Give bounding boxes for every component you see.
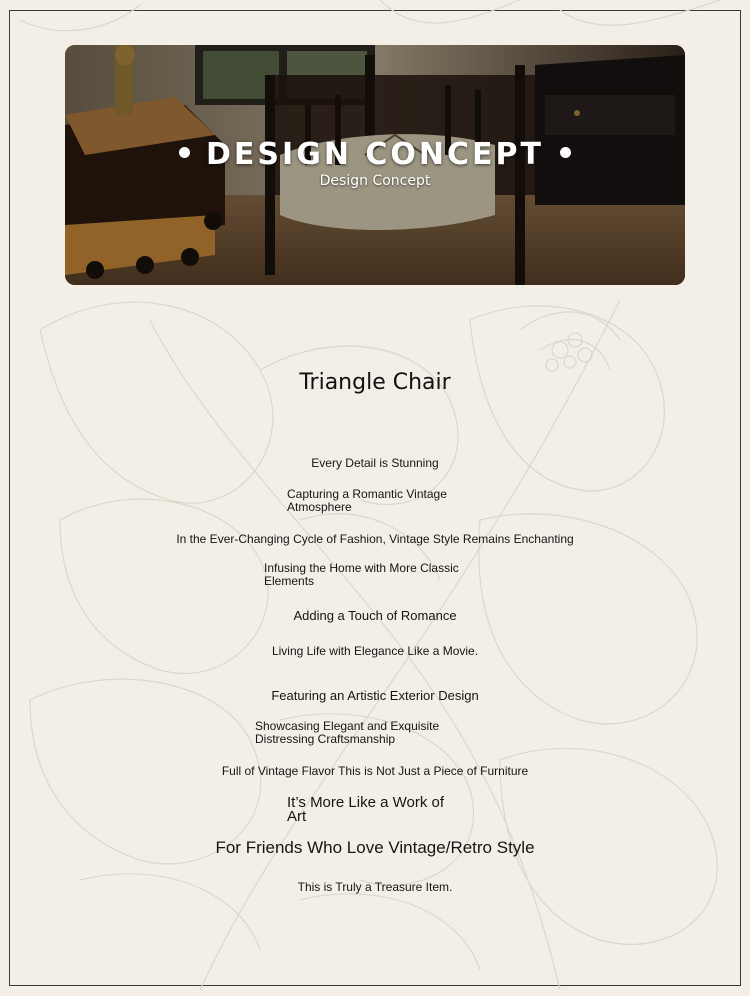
- product-title: Triangle Chair: [299, 370, 451, 395]
- bullet-dot-icon: [179, 147, 190, 158]
- text-line: This is Truly a Treasure Item.: [297, 880, 453, 894]
- text-line: Full of Vintage Flavor This is Not Just a Piece of Furniture: [221, 764, 529, 778]
- bullet-dot-icon: [560, 147, 571, 158]
- text-line: Living Life with Elegance Like a Movie.: [271, 644, 479, 658]
- hero-subtitle: Design Concept: [319, 173, 431, 189]
- hero-title: [65, 137, 685, 172]
- hero-title-text: DESIGN CONCEPT: [206, 137, 544, 172]
- hero-banner: [65, 45, 685, 285]
- text-line: It’s More Like a Work of Art: [287, 794, 445, 826]
- text-line: Infusing the Home with More Classic Elements: [264, 561, 459, 588]
- text-line: Every Detail is Stunning: [311, 456, 439, 470]
- text-line: In the Ever-Changing Cycle of Fashion, Vintage Style Remains Enchanting: [176, 532, 574, 546]
- text-line: Adding a Touch of Romance: [293, 608, 457, 623]
- text-line: Showcasing Elegant and Exquisite Distressing Craftsmanship: [255, 719, 440, 746]
- text-line: For Friends Who Love Vintage/Retro Style: [215, 838, 535, 857]
- text-line: Featuring an Artistic Exterior Design: [271, 688, 479, 703]
- text-line: Capturing a Romantic Vintage Atmosphere: [287, 487, 447, 514]
